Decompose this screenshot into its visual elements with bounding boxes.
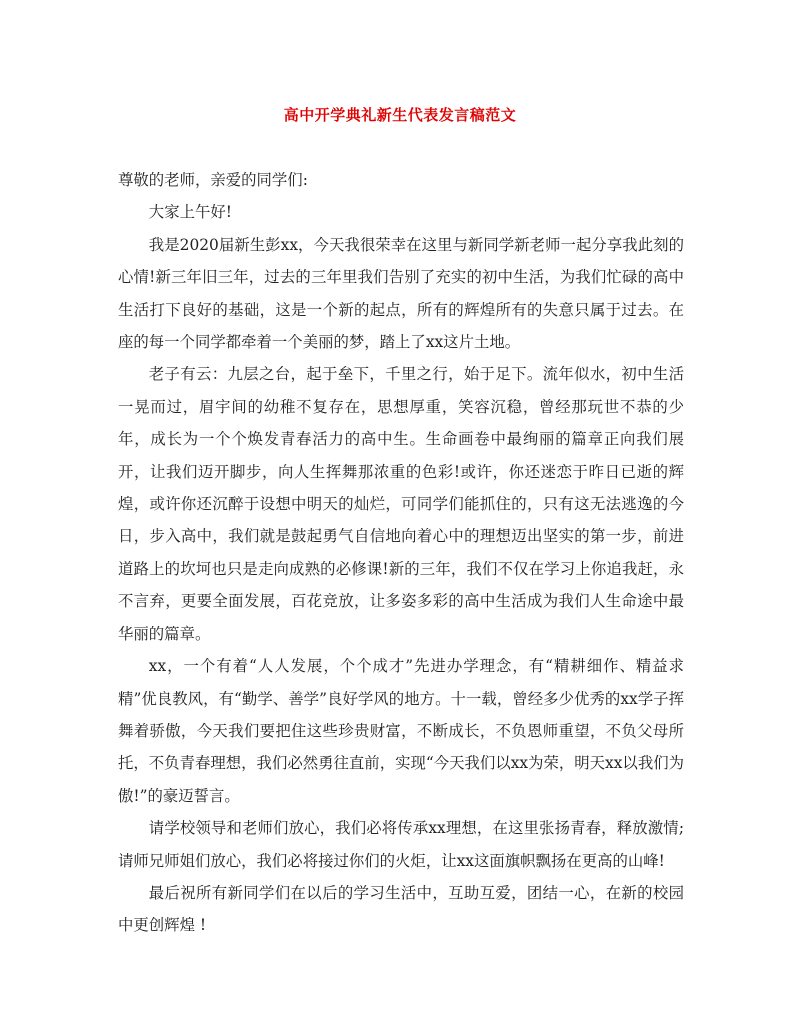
document-body [118,164,684,942]
paragraph-closing: 最后祝所有新同学们在以后的学习生活中，互助互爱，团结一心，在新的校园中更创辉煌 ! [118,883,684,935]
paragraph-school-philosophy: xx，一个有着“人人发展，个个成才”先进办学理念，有“精耕细作、精益求精”优良教风，有“勤学、善学”良好学风的地方。十一载，曾经多少优秀的xx学子挥舞着骄傲，今天我们要把住这些珍贵财富，不断成长，不负恩师重望，不负父母所托，不负青春理想，我们必然勇往直前，实现“今天我们以xx为荣，明天xx以我们为傲!”的豪迈誓言。 [118,657,684,805]
paragraph-greeting: 大家上午好! [148,203,232,222]
paragraph-introduction: 我是2020届新生彭xx，今天我很荣幸在这里与新同学新老师一起分享我此刻的心情!新三年旧三年，过去的三年里我们告别了充实的初中生活，为我们忙碌的高中生活打下良好的基础，这是一个新的起点，所有的辉煌所有的失意只属于过去。在座的每一个同学都牵着一个美丽的梦，踏上了xx这片土地。 [118,235,684,352]
salutation: 尊敬的老师，亲爱的同学们: [118,171,308,189]
document-title: 高中开学典礼新生代表发言稿范文 [283,106,517,124]
paragraph-laozi-quote: 老子有云：九层之台，起于垒下，千里之行，始于足下。流年似水，初中生活一晃而过，眉宇间的幼稚不复存在，思想厚重，笑容沉稳，曾经那玩世不恭的少年，成长为一个个焕发青春活力的高中生。生命画卷中最绚丽的篇章正向我们展开，让我们迈开脚步，向人生挥舞那浓重的色彩!或许，你还迷恋于昨日已逝的辉煌，或许你还沉醉于设想中明天的灿烂，可同学们能抓住的，只有这无法逃逸的今日，步入高中，我们就是鼓起勇气自信地向着心中的理想迈出坚实的第一步，前进道路上的坎坷也只是走向成熟的必修课!新的三年，我们不仅在学习上你追我赶，永不言弃，更要全面发展，百花竞放，让多姿多彩的高中生活成为我们人生命途中最华丽的篇章。 [118,365,684,643]
paragraph-promise: 请学校领导和老师们放心，我们必将传承xx理想，在这里张扬青春，释放激情;请师兄师姐们放心，我们必将接过你们的火炬，让xx这面旗帜飘扬在更高的山峰! [118,819,684,870]
